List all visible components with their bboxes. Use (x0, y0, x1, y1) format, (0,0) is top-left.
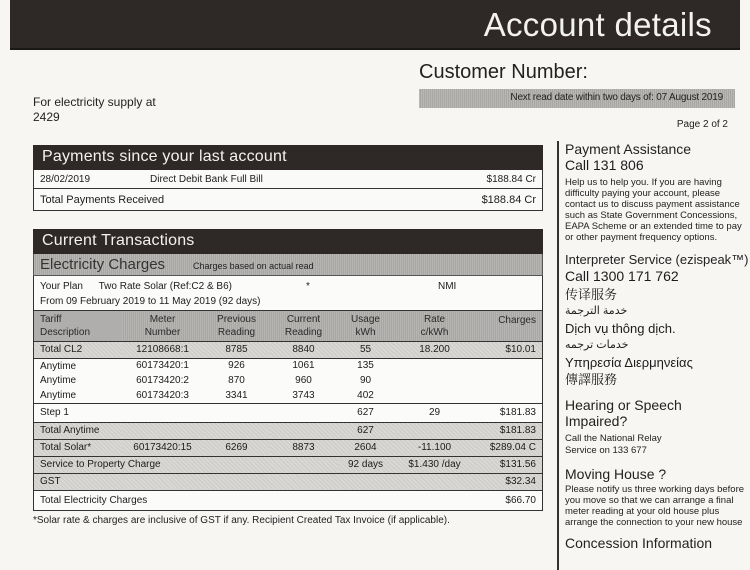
payments-total-amount: $188.84 Cr (481, 193, 536, 206)
col-tariff: Tariff Description (34, 311, 122, 341)
table-row: GST $32.34 (34, 473, 543, 490)
supply-label: For electricity supply at (33, 95, 156, 109)
total-electricity-row (34, 490, 543, 510)
payment-assistance-phone: Call 131 806 (565, 157, 644, 173)
col-usage: Usage kWh (338, 311, 394, 341)
total-electricity-label: Total Electricity Charges (34, 490, 476, 510)
billing-period: From 09 February 2019 to 11 May 2019 (92 days) (40, 296, 261, 307)
payment-amount: $188.84 Cr (486, 173, 536, 185)
hearing-text: Call the National Relay Service on 133 677 (565, 433, 662, 456)
table-row: Total Solar* 60173420:15 6269 8873 2604 -11.100 $289.04 C (34, 439, 543, 456)
page-number: Page 2 of 2 (676, 119, 728, 130)
payment-assistance-block (565, 141, 750, 243)
payment-row (34, 170, 542, 189)
payments-total-row (34, 189, 542, 210)
page-title: Account details (483, 6, 712, 43)
customer-number-label: Customer Number: (419, 61, 588, 83)
col-current: Current Reading (270, 311, 338, 341)
table-row: Total Anytime 627 $181.83 (34, 422, 543, 439)
next-read-date: Next read date within two days of: 07 August 2019 (419, 89, 735, 108)
table-row: Anytime 60173420:2 870 960 90 (34, 373, 543, 388)
payment-description: Direct Debit Bank Full Bill (150, 173, 263, 185)
lang-arabic: خدمة الترجمة (565, 305, 628, 317)
interpreter-block (565, 252, 750, 388)
table-row: Anytime 60173420:3 3341 3743 402 (34, 388, 543, 403)
main-content (33, 145, 543, 526)
moving-text: Please notify us three working days before you move so that we can arrange a final meter reading at your old house plus arrange the connection to your new house (565, 484, 745, 528)
hearing-title: Hearing or Speech Impaired? (565, 397, 682, 429)
interpreter-phone: Call 1300 171 762 (565, 268, 679, 284)
payments-total-label: Total Payments Received (40, 193, 165, 206)
electricity-charges-header (33, 254, 543, 276)
charges-note: Charges based on actual read (193, 261, 314, 271)
total-electricity-amount: $66.70 (476, 490, 543, 510)
charges-table (33, 311, 543, 511)
col-previous: Previous Reading (204, 311, 270, 341)
payment-assistance-text: Help us to help you. If you are having difficulty paying your account, please contact us to discuss payment assistance such as State Government Concessions, EAPA Scheme or an extended time to pay or other payment frequency options. (565, 177, 742, 243)
table-row: Total CL2 12108668:1 8785 8840 55 18.200 $10.01 (34, 341, 543, 358)
current-transactions-heading: Current Transactions (33, 229, 543, 254)
lang-vietnamese: Dịch vụ thông dịch. (565, 321, 676, 336)
hearing-block (565, 397, 750, 457)
plan-mark: * (306, 281, 310, 292)
moving-block (565, 466, 750, 528)
table-row: Service to Property Charge 92 days $1.430 /day $131.56 (34, 456, 543, 473)
plan-info (33, 276, 543, 311)
solar-footnote: *Solar rate & charges are inclusive of GST if any. Recipient Created Tax Invoice (if applicable). (33, 514, 450, 526)
supply-address (33, 95, 156, 125)
payment-assistance-title: Payment Assistance (565, 141, 692, 157)
info-sidebar (557, 141, 750, 570)
charges-table-header (34, 311, 543, 341)
col-charges: Charges (476, 311, 543, 341)
header-banner (10, 0, 740, 50)
moving-title: Moving House ? (565, 466, 667, 482)
lang-greek: Υπηρεσία Διερμηνείας (565, 355, 693, 370)
payment-date: 28/02/2019 (40, 173, 91, 185)
table-row: Step 1 627 29 $181.83 (34, 403, 543, 422)
table-row: Anytime 60173420:1 926 1061 135 (34, 358, 543, 373)
concession-title: Concession Information (565, 535, 713, 551)
payments-table (33, 170, 543, 211)
lang-persian: خدمات ترجمه (565, 339, 629, 351)
lang-chinese-traditional: 傳譯服務 (565, 372, 618, 387)
col-meter: Meter Number (122, 311, 204, 341)
nmi-label: NMI (438, 281, 457, 292)
electricity-charges-title: Electricity Charges (40, 256, 166, 273)
payments-heading: Payments since your last account (33, 145, 543, 170)
col-rate: Rate c/kWh (394, 311, 476, 341)
lang-chinese-simplified: 传译服务 (565, 287, 618, 302)
interpreter-title: Interpreter Service (ezispeak™) (565, 252, 749, 267)
plan-label: Your Plan (40, 281, 83, 292)
plan-name: Two Rate Solar (Ref:C2 & B6) (98, 281, 232, 292)
supply-postcode: 2429 (33, 110, 60, 124)
